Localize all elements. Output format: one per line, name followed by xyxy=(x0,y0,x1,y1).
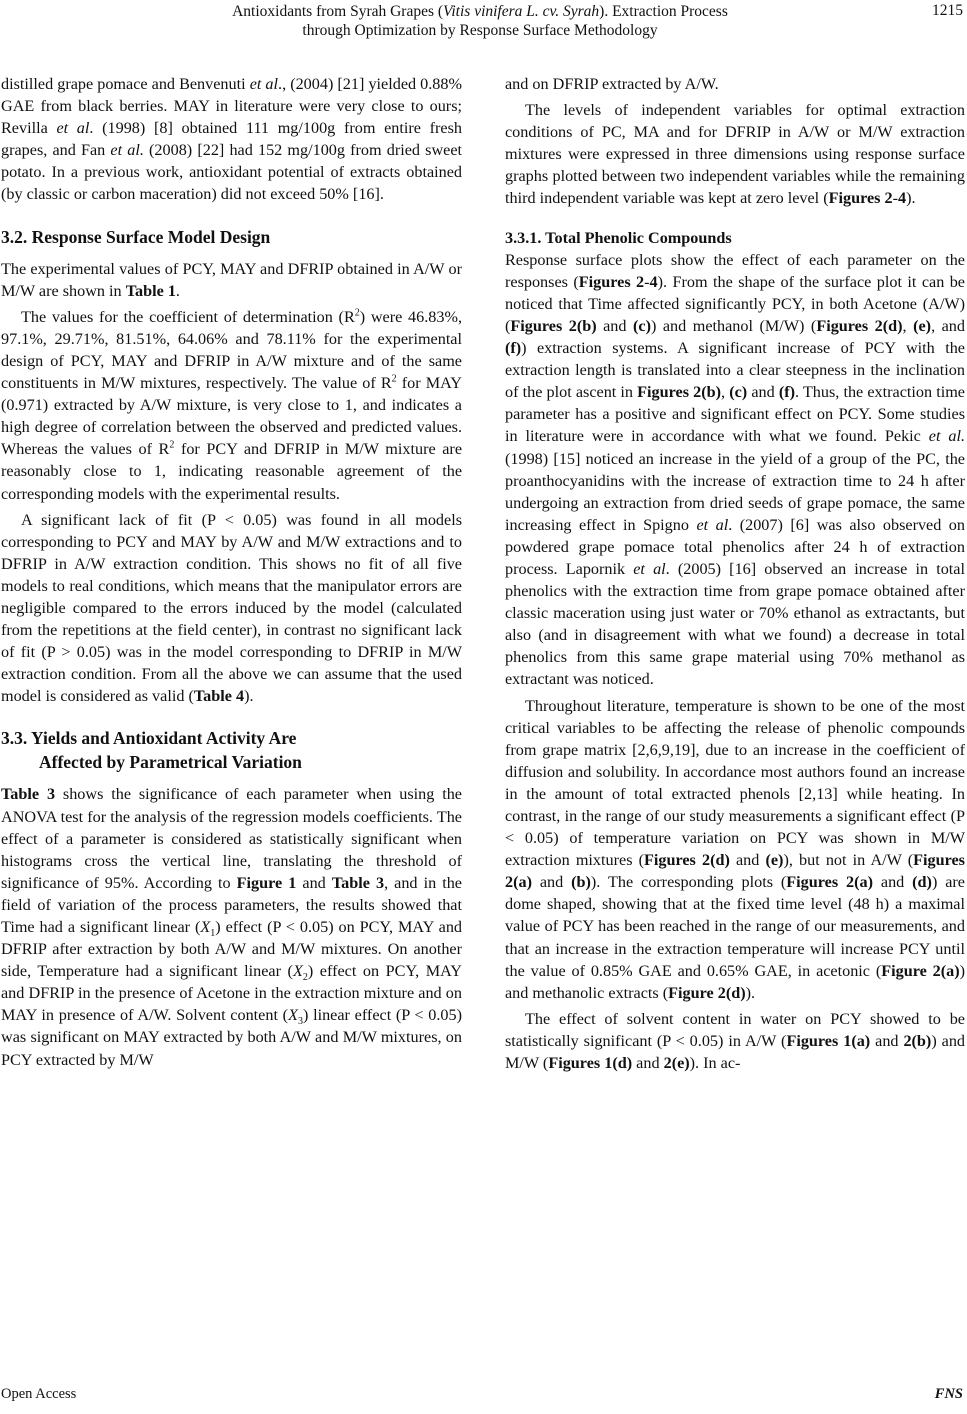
right-column xyxy=(505,73,965,1074)
journal-abbreviation: FNS xyxy=(934,1386,963,1402)
title-species: Vitis vinifera L. cv. Syrah xyxy=(443,3,600,20)
running-title xyxy=(120,2,840,40)
paragraph: The values for the coefficient of determination $(R^2)$ were 46.83%, 97.1%, 29.71%, 81.51%, 64.06% and 78.11% for the experimental design of PCY, MAY and DFRIP in A/W mixture and of the same constituents in M/W mixtures, respectively. The value of $R^2$ for MAY (0.971) extracted by A/W mixture, is very close to 1, and indicates a high degree of correlation between the observed and predicted values. Whereas the values of $R^2$ for PCY and DFRIP in M/W mixture are reasonably close to 1, indicating reasonable agreement of the corresponding models with the experimental results. xyxy=(1,307,463,503)
section-heading-3-2: 3.2. Response Surface Model Design xyxy=(1,226,271,247)
paragraph: The effect of solvent content in water on PCY showed to be statistically significant (P < 0.05) in A/W (Figures 1(a) and 2(b)) and M/W (Figures 1(d) and 2(e)). In ac- xyxy=(505,1009,966,1073)
heading-line: 3.3. Yields and Antioxidant Activity Are xyxy=(1,728,297,749)
left-column xyxy=(1,73,462,1071)
page-number: 1215 xyxy=(932,2,963,19)
open-access-label: Open Access xyxy=(1,1386,77,1402)
paragraph: and on DFRIP extracted by A/W. xyxy=(505,75,719,93)
title-text: ). Extraction Process xyxy=(599,3,728,20)
running-title-line2: through Optimization by Response Surface Methodology xyxy=(302,22,658,39)
section-heading-3-3 xyxy=(1,726,462,774)
paragraph: Response surface plots show the effect of each parameter on the responses (Figures 2-4). From the shape of the surface plot it can be noticed that Time affected significantly PCY, in both Acetone (A/W) (Figures 2(b) and (c)) and methanol (M/W) (Figures 2(d), (e), and (f)) extraction systems. A significant increase of PCY with the extraction length is translated into a clear steepness in the inclination of the plot ascent in Figures 2(b), (c) and (f). Thus, the extraction time parameter has a positive and significant effect on PCY. Some studies in literature were in accordance with what we found. Pekic et al. (1998) [15] noticed an increase in the yield of a group of the PC, the proanthocyanidins with the increase of extraction time to 24 h after undergoing an extraction from dried seeds of grape pomace, the same increasing effect in Spigno et al. (2007) [6] was also observed on powdered grape pomace total phenolics after 24 h of extraction process. Lapornik et al. (2005) [16] observed an increase in total phenolics with the extraction time from grape pomace obtained after classic maceration using just water or 70% ethanol as extractants, but also (and in disagreement with what we found) a decrease in total phenolics from this same grape material using 70% methanol as extractant was noticed. xyxy=(505,250,965,689)
paragraph: The experimental values of PCY, MAY and DFRIP obtained in A/W or M/W are shown in Table 1. xyxy=(1,259,462,300)
paragraph: distilled grape pomace and Benvenuti et al., (2004) [21] yielded 0.88% GAE from black berries. MAY in literature were very close to ours; Revilla et al. (1998) [8] obtained 111 mg/100g from entire fresh grapes, and Fan et al. (2008) [22] had 152 mg/100g from dried sweet potato. In a previous work, antioxidant potential of extracts obtained (by classic or carbon maceration) did not exceed 50% [16]. xyxy=(1,75,463,204)
subsection-heading-3-3-1: 3.3.1. Total Phenolic Compounds xyxy=(505,228,732,247)
paragraph: The levels of independent variables for optimal extraction conditions of PC, MA and for DFRIP in A/W or M/W extraction mixtures were expressed in three dimensions using response surface graphs plotted between two independent variables while the remaining third independent variable was kept at zero level (Figures 2-4). xyxy=(505,101,965,208)
running-title-line1 xyxy=(120,2,840,21)
running-footer xyxy=(0,1384,967,1414)
paragraph: A significant lack of fit (P < 0.05) was found in all models corresponding to PCY and MAY by A/W and M/W extractions and to DFRIP in A/W extraction condition. This shows no fit of all five models to real conditions, which means that the manipulator errors are negligible compared to the errors induced by the model (calculated from the repetitions at the field center), in contrast no significant lack of fit (P > 0.05) was in the model corresponding to DFRIP in M/W extraction condition. From all the above we can assume that the used model is considered as valid (Table 4). xyxy=(1,510,462,706)
title-text: Antioxidants from Syrah Grapes ( xyxy=(232,3,444,20)
paragraph: Table 3 shows the significance of each parameter when using the ANOVA test for the analysis of the regression models coefficients. The effect of a parameter is considered as statistically significant when histograms cross the vertical line, translating the threshold of significance of 95%. According to Figure 1 and Table 3, and in the field of variation of the process parameters, the results showed that Time had a significant linear $(X_1)$ effect (P < 0.05) on PCY, MAY and DFRIP after extraction by both A/W and M/W mixtures. On another side, Temperature had a significant linear $(X_2)$ effect on PCY, MAY and DFRIP in the presence of Acetone in the extraction mixture and on MAY in presence of A/W. Solvent content $(X_3)$ linear effect (P < 0.05) was significant on MAY extracted by both A/W and M/W mixtures, on PCY extracted by M/W xyxy=(1,785,463,1069)
paragraph: Throughout literature, temperature is shown to be one of the most critical variables to be affecting the release of phenolic compounds from grape matrix [2,6,9,19], due to an increase in the coefficient of diffusion and solubility. In accordance most authors found an increase in the amount of total extracted phenols [2,13] while heating. In contrast, in the range of our study measurements a significant effect (P < 0.05) of temperature variation on PCY was shown in M/W extraction mixtures (Figures 2(d) and (e)), but not in A/W (Figures 2(a) and (b)). The corresponding plots (Figures 2(a) and (d)) are dome shaped, showing that at the fixed time level (48 h) a maximal value of PCY has been reached in the range of our measurements, and that an increase in the extraction temperature will increase PCY until the value of 0.85% GAE and 0.65% GAE, in acetonic (Figure 2(a)) and methanolic extracts (Figure 2(d)). xyxy=(505,696,965,1002)
heading-line: Affected by Parametrical Variation xyxy=(39,752,302,773)
running-header xyxy=(0,0,967,44)
